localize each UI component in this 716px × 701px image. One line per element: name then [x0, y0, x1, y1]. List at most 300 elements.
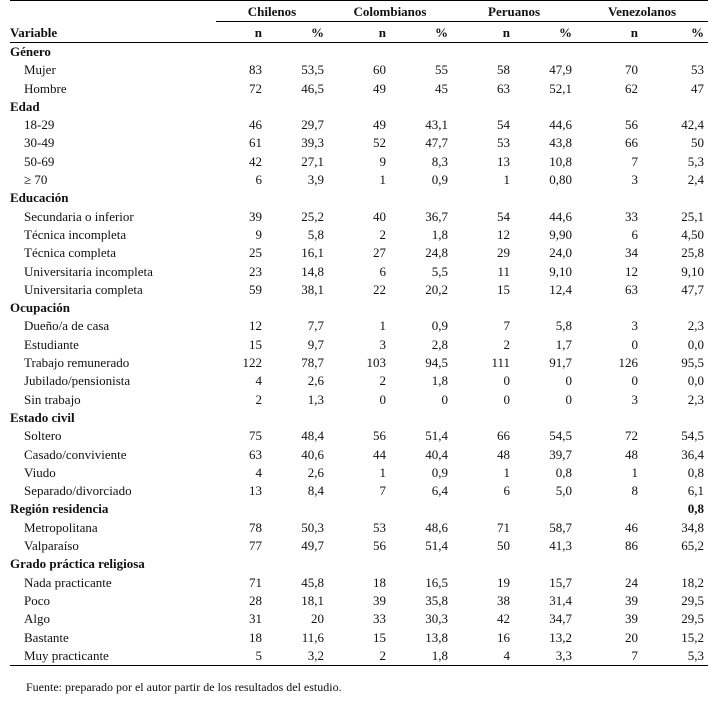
- table-row: [10, 244, 708, 262]
- count-cell: 8: [631, 483, 638, 499]
- count-cell: [216, 409, 266, 427]
- count-cell: 12: [249, 318, 262, 334]
- percent-cell: 1,3: [307, 391, 324, 407]
- percent-cell: 1,8: [390, 647, 452, 666]
- pct-header: %: [514, 23, 576, 43]
- percent-cell: 43,8: [549, 135, 572, 151]
- group-header-peruanos: Peruanos: [452, 2, 576, 22]
- percent-cell: [514, 555, 576, 573]
- count-cell: 12: [625, 263, 638, 279]
- percent-cell: 30,3: [425, 611, 448, 627]
- count-cell: 11: [497, 263, 510, 279]
- percent-cell: 3,2: [266, 647, 328, 666]
- percent-cell: 0,8: [687, 501, 705, 517]
- row-label: Dueño/a de casa: [24, 318, 110, 334]
- percent-cell: 3,9: [307, 172, 324, 188]
- count-cell: 2: [255, 391, 262, 407]
- percent-cell: 1,8: [431, 226, 448, 242]
- variable-header: Variable: [10, 23, 216, 43]
- count-cell: [216, 98, 266, 116]
- count-cell: 3: [631, 318, 638, 334]
- percent-cell: 29,5: [681, 611, 705, 627]
- count-cell: 58: [497, 62, 510, 78]
- percent-cell: [390, 98, 452, 116]
- percent-cell: 15,2: [681, 629, 705, 645]
- percent-cell: 8,4: [307, 483, 324, 499]
- count-cell: 111: [491, 355, 510, 371]
- percent-cell: 95,5: [681, 355, 705, 371]
- percent-cell: 48,6: [425, 519, 448, 535]
- count-cell: 48: [625, 446, 638, 462]
- count-cell: [328, 555, 390, 573]
- row-label: Técnica completa: [24, 245, 117, 261]
- count-cell: 2: [503, 336, 510, 352]
- demographics-table: [10, 0, 708, 666]
- percent-cell: 0: [441, 391, 448, 407]
- percent-cell: 11,6: [301, 629, 324, 645]
- category-label: Región residencia: [10, 501, 109, 517]
- count-cell: [452, 98, 514, 116]
- count-cell: 20: [625, 629, 638, 645]
- count-cell: [452, 43, 514, 62]
- table-row: [10, 610, 708, 628]
- table-row: [10, 372, 708, 390]
- count-cell: 60: [373, 62, 386, 78]
- count-cell: 72: [249, 80, 262, 96]
- count-cell: 31: [249, 611, 262, 627]
- percent-cell: [642, 409, 708, 427]
- percent-cell: 43,1: [425, 117, 448, 133]
- percent-cell: [642, 98, 708, 116]
- count-cell: 46: [625, 519, 638, 535]
- count-cell: 4: [255, 373, 262, 389]
- category-label: Educación: [10, 190, 69, 206]
- percent-cell: 6,1: [687, 483, 705, 499]
- count-cell: 7: [379, 483, 386, 499]
- table-row: [10, 226, 708, 244]
- row-label: Universitaria incompleta: [24, 263, 153, 279]
- count-cell: 2: [328, 647, 390, 666]
- n-header: n: [328, 23, 390, 43]
- count-cell: 56: [373, 428, 386, 444]
- percent-cell: 51,4: [425, 538, 448, 554]
- table-row: [10, 446, 708, 464]
- table-row: [10, 171, 708, 189]
- count-cell: 63: [249, 446, 262, 462]
- percent-cell: [514, 299, 576, 317]
- percent-cell: 1,8: [431, 373, 448, 389]
- table-row: [10, 537, 708, 555]
- table-row: [10, 574, 708, 592]
- table-body: [10, 43, 708, 666]
- table-row: [10, 336, 708, 354]
- group-header-venezolanos: Venezolanos: [576, 2, 708, 22]
- percent-cell: 7,7: [307, 318, 324, 334]
- count-cell: [452, 500, 514, 518]
- percent-cell: 24,8: [425, 245, 448, 261]
- percent-cell: 44,6: [549, 208, 572, 224]
- row-label: Técnica incompleta: [24, 226, 127, 242]
- percent-cell: 0,0: [687, 373, 705, 389]
- percent-cell: 25,2: [301, 208, 324, 224]
- percent-cell: 0,0: [687, 336, 705, 352]
- count-cell: 18: [373, 574, 386, 590]
- count-cell: 1: [379, 172, 386, 188]
- count-cell: 56: [373, 538, 386, 554]
- category-row: [10, 98, 708, 116]
- count-cell: [328, 299, 390, 317]
- percent-cell: 0: [565, 373, 572, 389]
- row-label: Trabajo remunerado: [24, 355, 130, 371]
- percent-cell: 2,3: [687, 318, 705, 334]
- percent-cell: 1,7: [555, 336, 572, 352]
- row-label: 50-69: [24, 153, 55, 169]
- count-cell: [328, 43, 390, 62]
- percent-cell: 47,9: [549, 62, 572, 78]
- percent-cell: 18,2: [681, 574, 705, 590]
- percent-cell: 20: [311, 611, 324, 627]
- count-cell: 39: [625, 611, 638, 627]
- percent-cell: 2,8: [431, 336, 448, 352]
- count-cell: 27: [373, 245, 386, 261]
- count-cell: 66: [497, 428, 510, 444]
- count-cell: 75: [249, 428, 262, 444]
- count-cell: 49: [373, 117, 386, 133]
- n-header: n: [216, 23, 266, 43]
- count-cell: 1: [379, 318, 386, 334]
- percent-cell: 91,7: [549, 355, 572, 371]
- table-row: [10, 629, 708, 647]
- percent-cell: 38,1: [301, 281, 324, 297]
- row-label: Valparaíso: [24, 538, 79, 554]
- row-label: ≥ 70: [24, 172, 48, 188]
- percent-cell: 44,6: [549, 117, 572, 133]
- group-header-row: [10, 1, 708, 24]
- count-cell: 3: [379, 336, 386, 352]
- category-row: [10, 189, 708, 207]
- count-cell: 54: [497, 117, 510, 133]
- count-cell: 4: [452, 647, 514, 666]
- percent-cell: 46,5: [301, 80, 324, 96]
- percent-cell: 54,5: [681, 428, 705, 444]
- n-header: n: [452, 23, 514, 43]
- percent-cell: 12,4: [549, 281, 572, 297]
- count-cell: 126: [618, 355, 638, 371]
- percent-cell: 78,7: [301, 355, 324, 371]
- percent-cell: 5,8: [307, 226, 324, 242]
- percent-cell: 15,7: [549, 574, 572, 590]
- percent-cell: 5,5: [431, 263, 448, 279]
- count-cell: 9: [255, 226, 262, 242]
- count-cell: 44: [373, 446, 386, 462]
- percent-cell: 9,7: [307, 336, 324, 352]
- count-cell: [576, 98, 642, 116]
- row-label: Metropolitana: [24, 519, 98, 535]
- percent-cell: [390, 409, 452, 427]
- count-cell: [452, 299, 514, 317]
- percent-cell: [642, 43, 708, 62]
- percent-cell: 0: [565, 391, 572, 407]
- table-row: [10, 281, 708, 299]
- percent-cell: 9,90: [549, 226, 572, 242]
- count-cell: 103: [366, 355, 386, 371]
- percent-cell: [642, 299, 708, 317]
- percent-cell: 29,7: [301, 117, 324, 133]
- category-label: Edad: [10, 98, 40, 114]
- count-cell: 0: [631, 336, 638, 352]
- percent-cell: [390, 43, 452, 62]
- percent-cell: 2,6: [307, 464, 324, 480]
- count-cell: [216, 299, 266, 317]
- count-cell: 49: [373, 80, 386, 96]
- percent-cell: 13,8: [425, 629, 448, 645]
- pct-header: %: [266, 23, 328, 43]
- category-row: [10, 555, 708, 573]
- count-cell: 61: [249, 135, 262, 151]
- table-row: [10, 80, 708, 98]
- table-row: [10, 519, 708, 537]
- category-label: Estado civil: [10, 409, 75, 425]
- category-row: [10, 299, 708, 317]
- percent-cell: 5,3: [687, 153, 705, 169]
- count-cell: 15: [497, 281, 510, 297]
- percent-cell: 5,0: [555, 483, 572, 499]
- count-cell: 77: [249, 538, 262, 554]
- row-label: Sin trabajo: [24, 391, 81, 407]
- count-cell: [576, 500, 642, 518]
- count-cell: 23: [249, 263, 262, 279]
- source-note: Fuente: preparado por el autor partir de los resultados del estudio.: [26, 680, 342, 694]
- percent-cell: 6,4: [431, 483, 448, 499]
- count-cell: 39: [249, 208, 262, 224]
- percent-cell: 51,4: [425, 428, 448, 444]
- row-label: Universitaria completa: [24, 281, 143, 297]
- percent-cell: [266, 555, 328, 573]
- row-label: 30-49: [24, 135, 55, 151]
- percent-cell: 53,5: [301, 62, 324, 78]
- row-label: Viudo: [24, 464, 56, 480]
- percent-cell: 16,5: [425, 574, 448, 590]
- count-cell: 40: [373, 208, 386, 224]
- count-cell: 15: [373, 629, 386, 645]
- count-cell: 72: [625, 428, 638, 444]
- count-cell: 34: [625, 245, 638, 261]
- percent-cell: 34,8: [681, 519, 705, 535]
- count-cell: 39: [373, 592, 386, 608]
- count-cell: 13: [497, 153, 510, 169]
- percent-cell: 47,7: [425, 135, 448, 151]
- percent-cell: [642, 189, 708, 207]
- column-header-row: [10, 23, 708, 43]
- count-cell: 6: [631, 226, 638, 242]
- count-cell: 53: [497, 135, 510, 151]
- count-cell: 54: [497, 208, 510, 224]
- table-row: [10, 153, 708, 171]
- count-cell: 22: [373, 281, 386, 297]
- percent-cell: 0,8: [555, 464, 572, 480]
- percent-cell: 52,1: [549, 80, 572, 96]
- percent-cell: 36,4: [681, 446, 705, 462]
- table-row: [10, 208, 708, 226]
- count-cell: 70: [625, 62, 638, 78]
- count-cell: 63: [625, 281, 638, 297]
- percent-cell: 53: [691, 62, 705, 78]
- count-cell: 0: [503, 373, 510, 389]
- percent-cell: 31,4: [549, 592, 572, 608]
- group-header-chilenos: Chilenos: [216, 2, 328, 22]
- percent-cell: 2,3: [687, 391, 705, 407]
- percent-cell: 0,9: [431, 318, 448, 334]
- percent-cell: 4,50: [681, 226, 705, 242]
- count-cell: [576, 299, 642, 317]
- category-row: [10, 409, 708, 427]
- count-cell: 6: [503, 483, 510, 499]
- count-cell: 71: [497, 519, 510, 535]
- demographics-table-container: [10, 0, 708, 666]
- count-cell: 0: [503, 391, 510, 407]
- category-row: [10, 43, 708, 62]
- count-cell: 29: [497, 245, 510, 261]
- percent-cell: 5,3: [642, 647, 708, 666]
- percent-cell: [390, 500, 452, 518]
- count-cell: [452, 555, 514, 573]
- percent-cell: 40,4: [425, 446, 448, 462]
- count-cell: 1: [631, 464, 638, 480]
- count-cell: [452, 189, 514, 207]
- row-label: Muy practicante: [10, 647, 216, 666]
- group-header-colombianos: Colombianos: [328, 2, 452, 22]
- row-label: Casado/conviviente: [24, 446, 127, 462]
- count-cell: 7: [503, 318, 510, 334]
- percent-cell: 42,4: [681, 117, 705, 133]
- table-row: [10, 263, 708, 281]
- count-cell: 2: [379, 373, 386, 389]
- count-cell: 39: [625, 592, 638, 608]
- row-label: Separado/divorciado: [24, 483, 132, 499]
- count-cell: 33: [625, 208, 638, 224]
- count-cell: [576, 43, 642, 62]
- count-cell: 5: [216, 647, 266, 666]
- percent-cell: 3,3: [514, 647, 576, 666]
- count-cell: 4: [255, 464, 262, 480]
- count-cell: 0: [379, 391, 386, 407]
- percent-cell: 0,80: [549, 172, 572, 188]
- percent-cell: [514, 43, 576, 62]
- percent-cell: 9,10: [549, 263, 572, 279]
- pct-header: %: [390, 23, 452, 43]
- count-cell: [328, 500, 390, 518]
- percent-cell: 48,4: [301, 428, 324, 444]
- count-cell: [216, 189, 266, 207]
- percent-cell: 0,9: [431, 172, 448, 188]
- count-cell: 66: [625, 135, 638, 151]
- count-cell: [576, 189, 642, 207]
- percent-cell: [390, 299, 452, 317]
- count-cell: 25: [249, 245, 262, 261]
- count-cell: 6: [255, 172, 262, 188]
- count-cell: 122: [242, 355, 262, 371]
- percent-cell: 24,0: [549, 245, 572, 261]
- count-cell: 3: [631, 391, 638, 407]
- table-row: [10, 134, 708, 152]
- percent-cell: 35,8: [425, 592, 448, 608]
- count-cell: 15: [249, 336, 262, 352]
- percent-cell: 41,3: [549, 538, 572, 554]
- percent-cell: 29,5: [681, 592, 705, 608]
- row-label: Bastante: [24, 629, 69, 645]
- count-cell: 42: [249, 153, 262, 169]
- table-row: [10, 482, 708, 500]
- count-cell: 1: [503, 464, 510, 480]
- percent-cell: 94,5: [425, 355, 448, 371]
- n-header: n: [576, 23, 642, 43]
- row-label: Estudiante: [24, 336, 79, 352]
- count-cell: 18: [249, 629, 262, 645]
- count-cell: 6: [379, 263, 386, 279]
- row-label: Hombre: [24, 80, 67, 96]
- count-cell: 19: [497, 574, 510, 590]
- count-cell: 50: [497, 538, 510, 554]
- percent-cell: 50: [691, 135, 705, 151]
- count-cell: 59: [249, 281, 262, 297]
- percent-cell: [266, 43, 328, 62]
- count-cell: 62: [625, 80, 638, 96]
- count-cell: 7: [576, 647, 642, 666]
- percent-cell: 27,1: [301, 153, 324, 169]
- count-cell: 48: [497, 446, 510, 462]
- percent-cell: 14,8: [301, 263, 324, 279]
- count-cell: 7: [631, 153, 638, 169]
- percent-cell: [642, 555, 708, 573]
- count-cell: 1: [503, 172, 510, 188]
- percent-cell: 25,8: [681, 245, 705, 261]
- percent-cell: 50,3: [301, 519, 324, 535]
- percent-cell: [266, 500, 328, 518]
- count-cell: 63: [497, 80, 510, 96]
- percent-cell: 65,2: [681, 538, 705, 554]
- table-row: [10, 116, 708, 134]
- row-label: Soltero: [24, 428, 62, 444]
- category-label: Grado práctica religiosa: [10, 556, 145, 572]
- percent-cell: [514, 409, 576, 427]
- percent-cell: 13,2: [549, 629, 572, 645]
- table-row: [10, 592, 708, 610]
- percent-cell: [390, 555, 452, 573]
- count-cell: 86: [625, 538, 638, 554]
- row-label: Poco: [24, 592, 50, 608]
- row-label: Algo: [24, 611, 50, 627]
- count-cell: 9: [379, 153, 386, 169]
- percent-cell: 16,1: [301, 245, 324, 261]
- percent-cell: 47: [691, 80, 705, 96]
- percent-cell: 47,7: [681, 281, 705, 297]
- percent-cell: 39,7: [549, 446, 572, 462]
- percent-cell: 25,1: [681, 208, 705, 224]
- count-cell: 2: [379, 226, 386, 242]
- percent-cell: [266, 189, 328, 207]
- percent-cell: 34,7: [549, 611, 572, 627]
- percent-cell: [514, 500, 576, 518]
- count-cell: 38: [497, 592, 510, 608]
- category-label: Ocupación: [10, 300, 70, 316]
- percent-cell: 54,5: [549, 428, 572, 444]
- table-row: [10, 464, 708, 482]
- percent-cell: [514, 189, 576, 207]
- count-cell: [328, 409, 390, 427]
- category-row: [10, 500, 708, 518]
- percent-cell: [266, 409, 328, 427]
- percent-cell: 40,6: [301, 446, 324, 462]
